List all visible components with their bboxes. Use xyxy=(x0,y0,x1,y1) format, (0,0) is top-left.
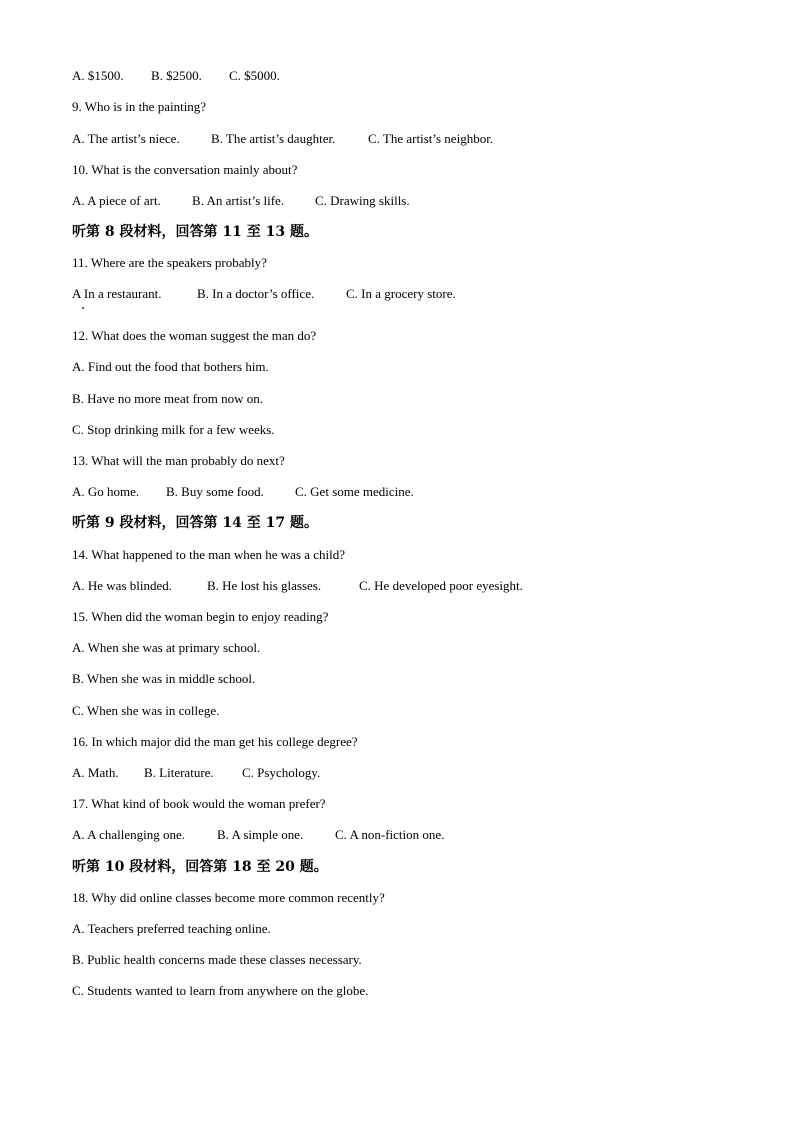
option-c: C. Get some medicine. xyxy=(295,484,414,499)
option-b: B. A simple one. xyxy=(217,827,304,842)
option-a: A. The artist’s niece. xyxy=(72,131,180,146)
q17-options xyxy=(72,827,444,843)
option-c: C. $5000. xyxy=(229,68,280,83)
q10-options xyxy=(72,193,410,209)
question-10: 10. What is the conversation mainly about? xyxy=(72,162,298,177)
question-9: 9. Who is in the painting? xyxy=(72,99,207,114)
section-heading-8: 听第 8 段材料，回答第 11 至 13 题。 xyxy=(72,224,318,240)
option-a: A. A challenging one. xyxy=(72,827,186,842)
option-b: B. Literature. xyxy=(144,765,214,780)
option-a: A. A piece of art. xyxy=(72,193,161,208)
option-c: C. In a grocery store. xyxy=(346,286,456,301)
q13-options xyxy=(72,484,414,500)
q18-option-a: A. Teachers preferred teaching online. xyxy=(72,921,271,936)
option-c: C. A non-fiction one. xyxy=(335,827,445,842)
q15-option-b: B. When she was in middle school. xyxy=(72,671,256,686)
q18-option-c: C. Students wanted to learn from anywhere on the globe. xyxy=(72,983,369,998)
q8-options xyxy=(72,68,280,84)
option-a: A. Go home. xyxy=(72,484,140,499)
option-b: B. He lost his glasses. xyxy=(207,578,322,593)
question-15: 15. When did the woman begin to enjoy reading? xyxy=(72,609,329,624)
question-18: 18. Why did online classes become more common recently? xyxy=(72,890,385,905)
question-17: 17. What kind of book would the woman prefer? xyxy=(72,796,326,811)
option-b: B. $2500. xyxy=(151,68,202,83)
question-13: 13. What will the man probably do next? xyxy=(72,453,285,468)
question-16: 16. In which major did the man get his college degree? xyxy=(72,734,358,749)
option-a: A. He was blinded. xyxy=(72,578,173,593)
stray-mark xyxy=(82,307,84,309)
q12-option-b: B. Have no more meat from now on. xyxy=(72,391,263,406)
q11-options xyxy=(72,286,456,302)
option-c: C. He developed poor eyesight. xyxy=(359,578,523,593)
option-c: C. The artist’s neighbor. xyxy=(368,131,494,146)
option-b: B. In a doctor’s office. xyxy=(197,286,315,301)
option-a: A. $1500. xyxy=(72,68,124,83)
question-12: 12. What does the woman suggest the man do? xyxy=(72,328,317,343)
q9-options xyxy=(72,131,493,147)
option-a: A In a restaurant. xyxy=(72,286,162,301)
option-b: B. The artist’s daughter. xyxy=(211,131,336,146)
q15-option-c: C. When she was in college. xyxy=(72,703,220,718)
section-heading-9: 听第 9 段材料，回答第 14 至 17 题。 xyxy=(72,515,318,531)
option-b: B. An artist’s life. xyxy=(192,193,285,208)
q14-options xyxy=(72,578,523,594)
q12-option-a: A. Find out the food that bothers him. xyxy=(72,359,269,374)
q12-option-c: C. Stop drinking milk for a few weeks. xyxy=(72,422,275,437)
q18-option-b: B. Public health concerns made these classes necessary. xyxy=(72,952,362,967)
option-c: C. Psychology. xyxy=(242,765,321,780)
option-a: A. Math. xyxy=(72,765,119,780)
option-c: C. Drawing skills. xyxy=(315,193,410,208)
section-heading-10: 听第 10 段材料，回答第 18 至 20 题。 xyxy=(72,859,328,875)
question-11: 11. Where are the speakers probably? xyxy=(72,255,267,270)
q16-options xyxy=(72,765,320,781)
q15-option-a: A. When she was at primary school. xyxy=(72,640,261,655)
option-b: B. Buy some food. xyxy=(166,484,264,499)
question-14: 14. What happened to the man when he was a child? xyxy=(72,547,346,562)
